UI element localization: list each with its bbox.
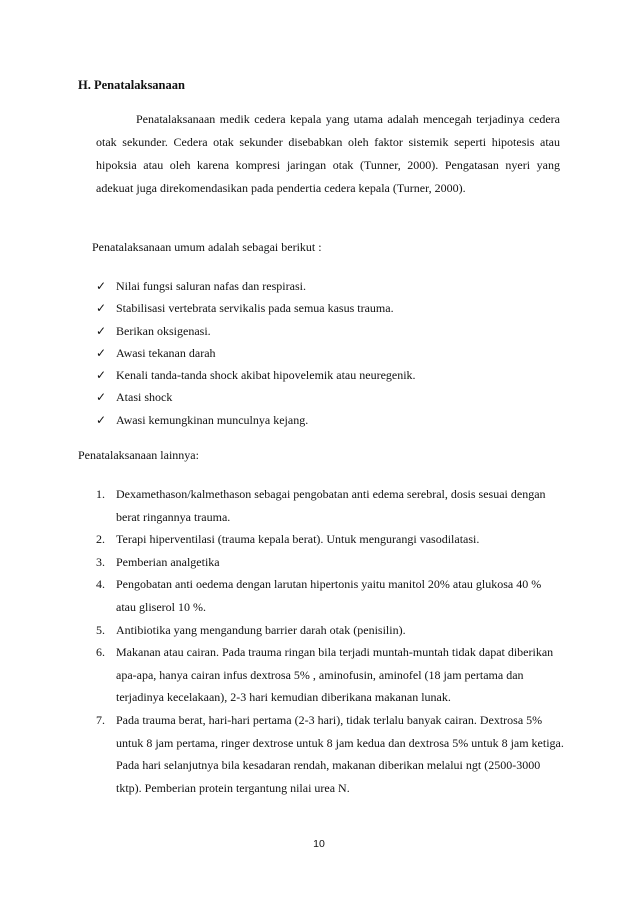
numbered-item — [96, 641, 564, 709]
item-text: Pemberian analgetika — [116, 554, 220, 569]
checklist-item — [96, 342, 416, 364]
checklist-item-text: Stabilisasi vertebrata servikalis pada semua kasus trauma. — [116, 301, 394, 316]
intro-paragraph — [96, 108, 560, 200]
intro-paragraph-text: Penatalaksanaan medik cedera kepala yang utama adalah mencegah terjadinya cedera otak sekunder. Cedera otak sekunder disebabkan oleh faktor sistemik seperti hipotesis atau hipoksia atau oleh karena kompresi jaringan otak (Tunner, 2000). Pengatasan nyeri yang adekuat juga direkomendasikan pada pendertia cedera kepala (Turner, 2000). — [96, 112, 560, 195]
general-management-intro: Penatalaksanaan umum adalah sebagai berikut : — [92, 240, 322, 254]
checklist-item-text: Berikan oksigenasi. — [116, 323, 211, 338]
checklist-item — [96, 297, 416, 319]
checklist-item-text: Atasi shock — [116, 390, 173, 405]
checklist-item — [96, 409, 416, 431]
item-number: 1. — [96, 487, 105, 501]
numbered-item — [96, 619, 564, 642]
check-mark-icon: ✓ — [96, 345, 107, 360]
checklist-item — [96, 386, 416, 408]
check-mark-icon: ✓ — [96, 412, 107, 427]
checklist-item-text: Kenali tanda-tanda shock akibat hipovelemik atau neuregenik. — [116, 368, 416, 383]
check-mark-icon: ✓ — [96, 390, 107, 405]
check-mark-icon: ✓ — [96, 301, 107, 316]
numbered-item — [96, 573, 564, 618]
item-text: Pada trauma berat, hari-hari pertama (2-3 hari), tidak terlalu banyak cairan. Dextrosa 5% untuk 8 jam pertama, ringer dextrose untuk 8 jam kedua dan dextrosa 5% untuk 8 jam ketiga. Pada hari selanjutnya bila kesadaran rendah, makanan diberikan melalui ngt (2500-3000 tktp). Pemberian protein tergantung nilai urea N. — [116, 712, 564, 795]
numbered-item — [96, 551, 564, 574]
checklist-item — [96, 320, 416, 342]
section-heading: H. Penatalaksanaan — [78, 78, 185, 92]
item-text: Makanan atau cairan. Pada trauma ringan bila terjadi muntah-muntah tidak dapat diberikan apa-apa, hanya cairan infus dextrosa 5% , aminofusin, aminofel (18 jam pertama dan terjadinya kecelakaan), 2-3 hari kemudian diberikana makanan lunak. — [116, 645, 554, 705]
item-text: Terapi hiperventilasi (trauma kepala berat). Untuk mengurangi vasodilatasi. — [116, 532, 480, 547]
check-mark-icon: ✓ — [96, 323, 107, 338]
numbered-item — [96, 709, 564, 799]
item-number: 2. — [96, 532, 105, 547]
item-number: 7. — [96, 712, 105, 727]
item-number: 3. — [96, 554, 105, 569]
item-text: Pengobatan anti oedema dengan larutan hipertonis yaitu manitol 20% atau glukosa 40 % atau gliserol 10 %. — [116, 577, 542, 614]
item-text: Dexamethason/kalmethason sebagai pengobatan anti edema serebral, dosis sesuai dengan berat ringannya trauma. — [116, 487, 546, 524]
checklist-item-text: Nilai fungsi saluran nafas dan respirasi. — [116, 279, 306, 293]
item-number: 4. — [96, 577, 105, 592]
page-number: 10 — [313, 838, 325, 850]
numbered-item — [96, 483, 564, 528]
checklist-item-text: Awasi tekanan darah — [116, 345, 216, 360]
general-management-checklist — [96, 275, 416, 431]
checklist-item — [96, 364, 416, 386]
checklist-item-text: Awasi kemungkinan munculnya kejang. — [116, 412, 309, 427]
item-number: 6. — [96, 645, 105, 660]
other-management-list — [96, 483, 564, 799]
check-mark-icon: ✓ — [96, 279, 107, 293]
checklist-item — [96, 275, 416, 297]
item-number: 5. — [96, 622, 105, 637]
item-text: Antibiotika yang mengandung barrier darah otak (penisilin). — [116, 622, 406, 637]
check-mark-icon: ✓ — [96, 368, 107, 383]
other-management-intro: Penatalaksanaan lainnya: — [78, 448, 199, 462]
numbered-item — [96, 528, 564, 551]
